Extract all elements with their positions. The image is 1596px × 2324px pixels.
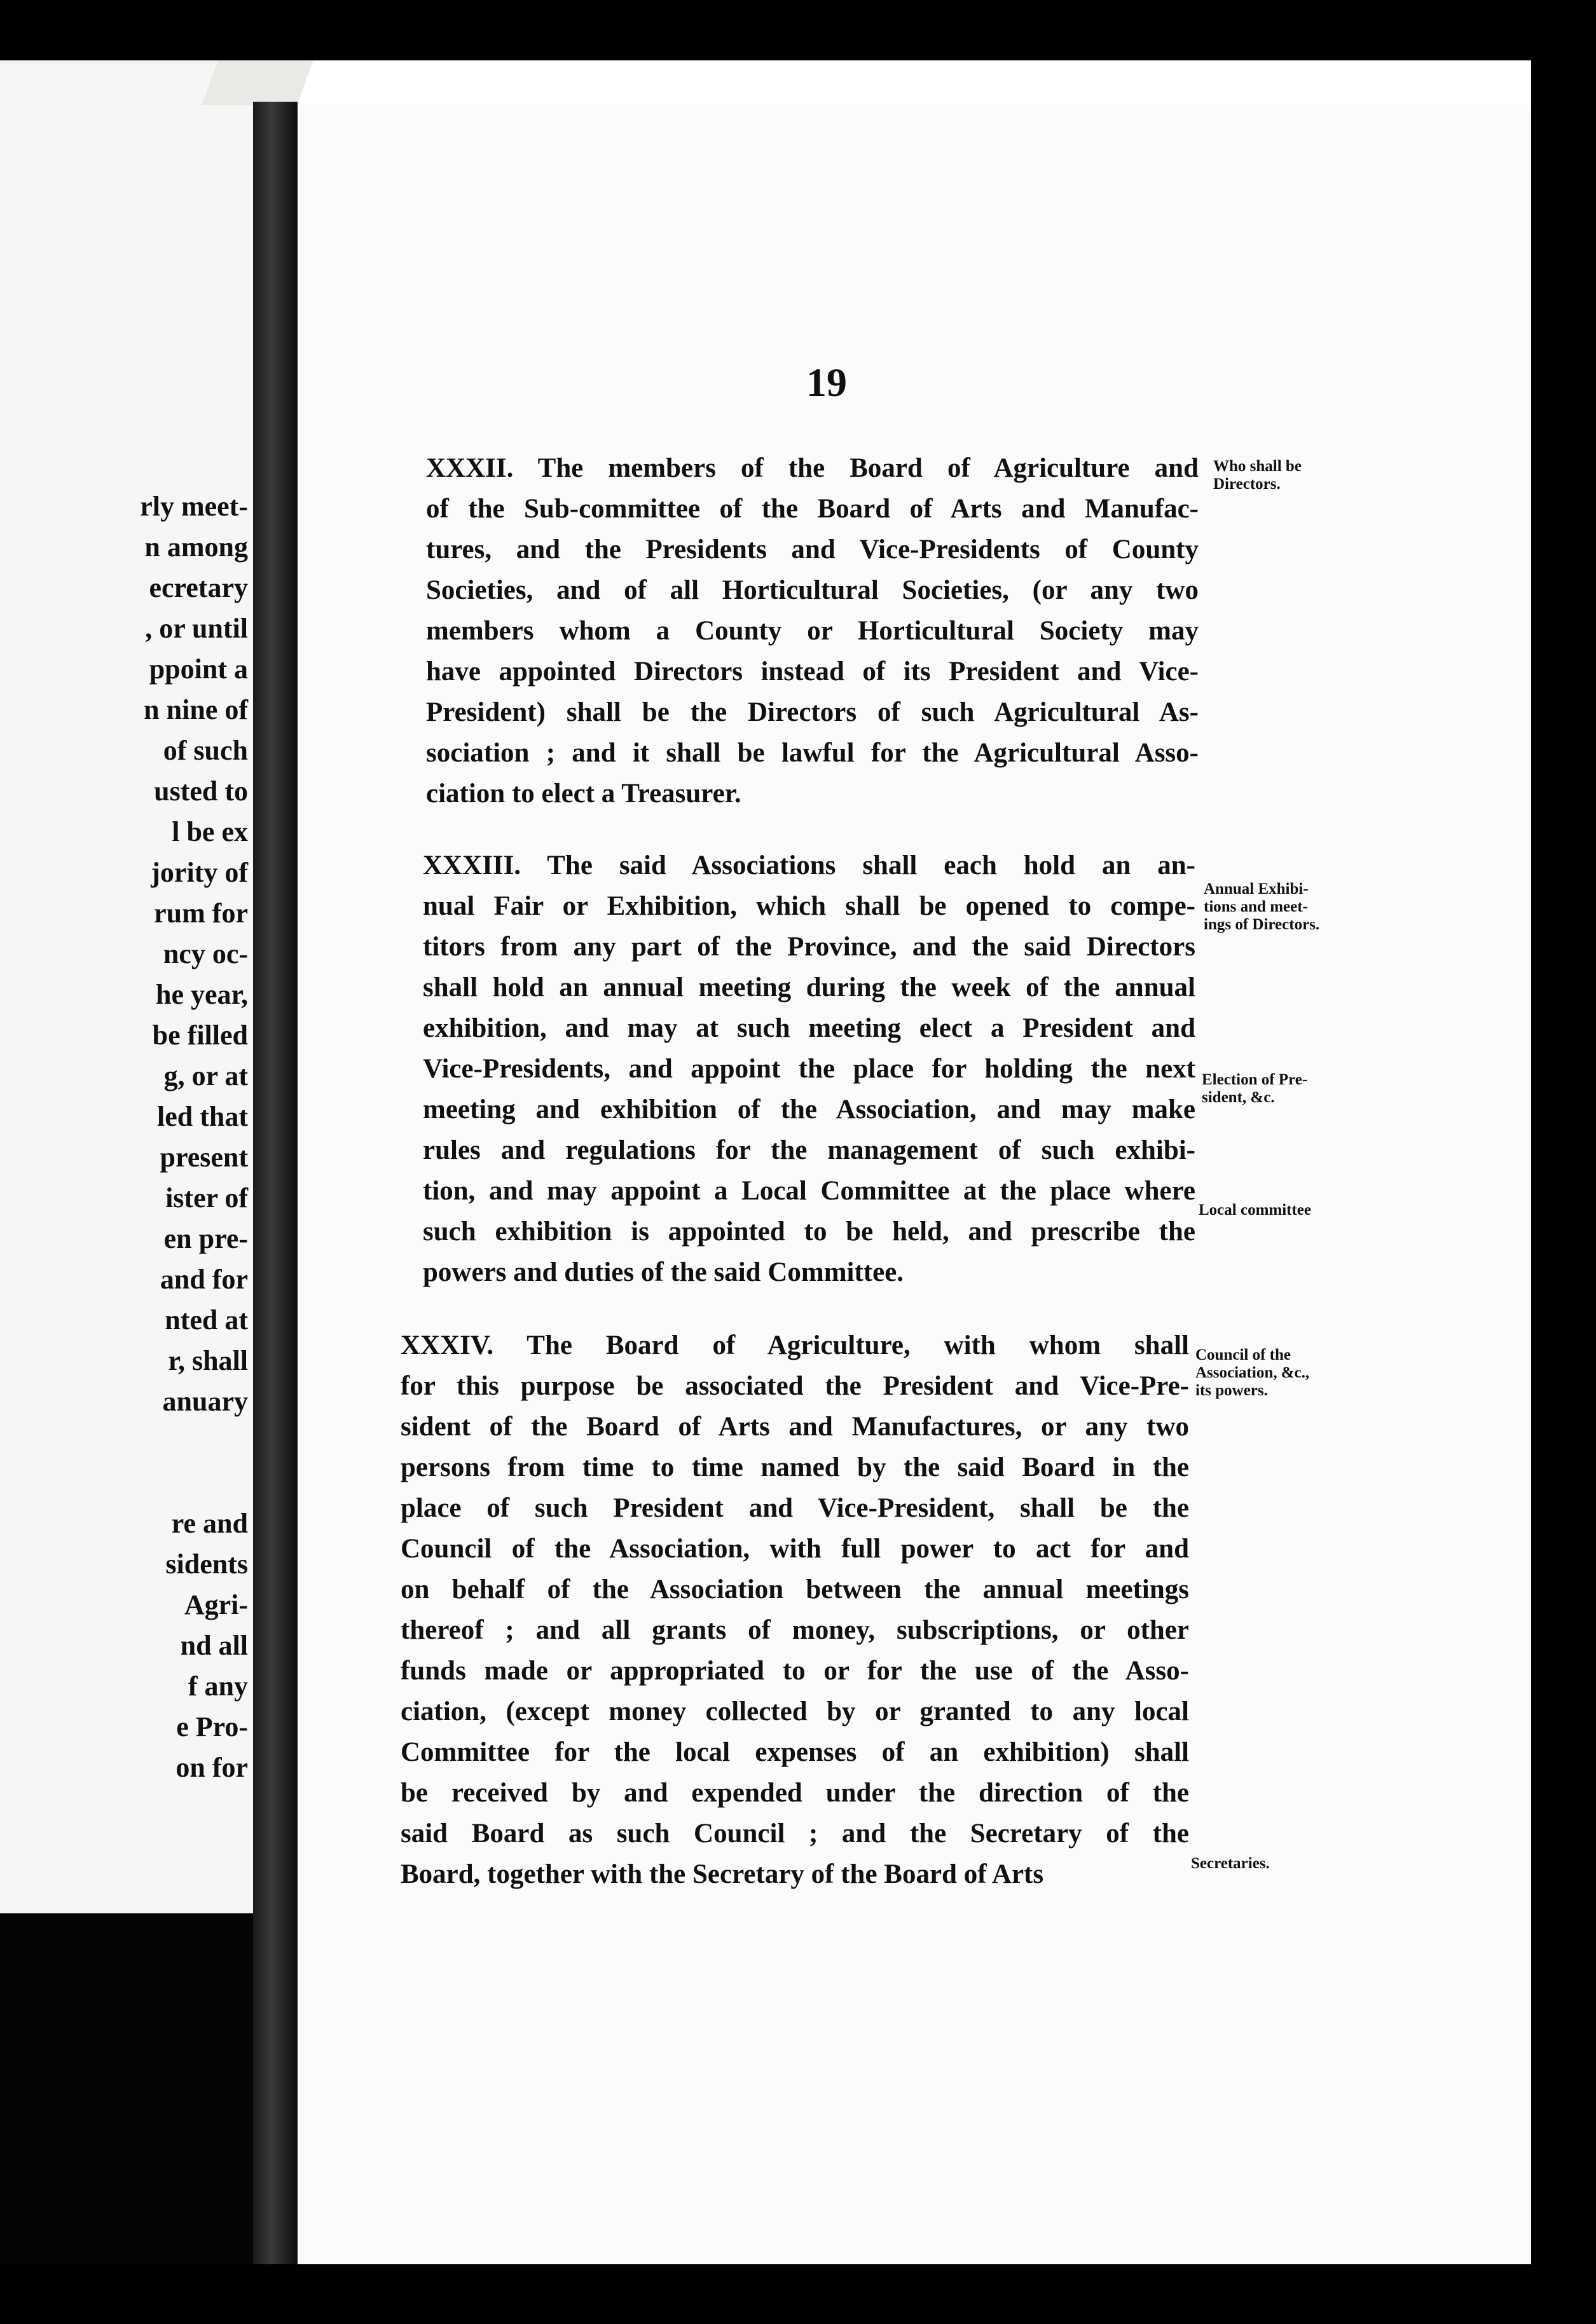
text-line: sident of the Board of Arts and Manufactures, or any two xyxy=(401,1412,1189,1442)
margin-note-local-committee xyxy=(1199,1201,1311,1219)
text-line: exhibition, and may at such meeting elect a President and xyxy=(423,1013,1195,1043)
text-line: shall hold an annual meeting during the week of the annual xyxy=(423,973,1195,1002)
text-line: sociation ; and it shall be lawful for the Agricultural Asso- xyxy=(426,738,1199,768)
left-page-fragment: and for xyxy=(160,1264,248,1295)
text-line: Committee for the local expenses of an exhibition) shall xyxy=(401,1737,1189,1767)
left-page-fragment: sidents xyxy=(165,1548,248,1580)
text-line: funds made or appropriated to or for the use of the Asso- xyxy=(401,1656,1189,1686)
margin-note-secretaries xyxy=(1191,1855,1270,1873)
margin-note-who-shall-be-directors xyxy=(1213,458,1302,493)
text-line: President) shall be the Directors of such Agricultural As- xyxy=(426,697,1199,727)
left-page-fragment: re and xyxy=(171,1508,248,1539)
margin-note-line: Election of Pre- xyxy=(1202,1071,1308,1088)
text-line: Societies, and of all Horticultural Societies, (or any two xyxy=(426,575,1199,605)
left-page-fragment: g, or at xyxy=(163,1060,248,1091)
text-line: XXXIV. The Board of Agriculture, with whom shall xyxy=(401,1330,1189,1360)
margin-note-line: Local committee xyxy=(1199,1201,1312,1219)
text-line: meeting and exhibition of the Association, and may make xyxy=(423,1095,1195,1124)
left-page-fragment: nted at xyxy=(165,1304,248,1336)
text-line: tion, and may appoint a Local Committee at the place where xyxy=(423,1176,1195,1206)
text-line: tures, and the Presidents and Vice-Presidents of County xyxy=(426,535,1199,564)
text-line: for this purpose be associated the President and Vice-Pre- xyxy=(401,1371,1189,1401)
margin-note-line: sident, &c. xyxy=(1202,1089,1275,1106)
text-line: nual Fair or Exhibition, which shall be opened to compe- xyxy=(423,891,1195,921)
margin-note-line: Association, &c., xyxy=(1195,1364,1310,1381)
text-line: Board, together with the Secretary of the Board of Arts xyxy=(401,1859,1044,1889)
left-page-fragment: en pre- xyxy=(163,1223,248,1254)
text-line: XXXIII. The said Associations shall each hold an an- xyxy=(423,851,1195,880)
margin-note-line: tions and meet- xyxy=(1204,898,1308,915)
text-line: Council of the Association, with full power to act for and xyxy=(401,1534,1189,1564)
left-page-fragment: , or until xyxy=(145,613,248,644)
text-line: members whom a County or Horticultural Society may xyxy=(426,616,1199,646)
margin-note-annual-exhibitions xyxy=(1204,880,1319,934)
left-page-fragment: l be ex xyxy=(172,816,248,847)
margin-note-line: Secretaries. xyxy=(1191,1855,1270,1872)
page-curl xyxy=(202,60,313,105)
left-page-fragment: be filled xyxy=(152,1020,248,1051)
left-page-fragment: n among xyxy=(144,531,248,563)
text-line: Vice-Presidents, and appoint the place for holding the next xyxy=(423,1054,1195,1084)
left-page-fragment: Agri- xyxy=(184,1589,248,1620)
margin-note-line: Who shall be xyxy=(1213,458,1302,475)
text-line: of the Sub-committee of the Board of Arts and Manufac- xyxy=(426,494,1199,524)
left-page xyxy=(0,60,254,1913)
left-page-fragment: present xyxy=(160,1142,248,1173)
page-number: 19 xyxy=(806,360,847,405)
text-line: said Board as such Council ; and the Secretary of the xyxy=(401,1819,1189,1849)
margin-note-line: Directors. xyxy=(1213,475,1281,493)
text-line: such exhibition is appointed to be held, and prescribe the xyxy=(423,1217,1195,1247)
left-page-fragment: rly meet- xyxy=(140,491,248,522)
left-page-fragment: f any xyxy=(188,1671,248,1702)
left-page-fragment: r, shall xyxy=(168,1345,248,1376)
left-page-fragment: jority of xyxy=(151,857,248,888)
text-line: ciation to elect a Treasurer. xyxy=(426,779,741,809)
section-xxxiii xyxy=(423,845,1195,1293)
section-xxxii xyxy=(426,448,1199,814)
margin-note-council-of-association xyxy=(1195,1346,1309,1400)
text-line: thereof ; and all grants of money, subscriptions, or other xyxy=(401,1615,1189,1645)
text-line: XXXII. The members of the Board of Agriculture and xyxy=(426,453,1199,483)
left-page-fragment: on for xyxy=(175,1752,248,1783)
text-line: have appointed Directors instead of its President and Vice- xyxy=(426,657,1199,687)
book-spine xyxy=(253,102,298,2264)
scan-border-right xyxy=(1531,0,1596,2324)
left-page-fragment: ecretary xyxy=(149,572,248,603)
text-line: on behalf of the Association between the annual meetings xyxy=(401,1575,1189,1604)
left-page-fragment: he year, xyxy=(155,979,248,1010)
left-page-fragment: n nine of xyxy=(144,694,248,725)
scan-border-bottom xyxy=(0,2264,1596,2324)
left-page-fragment: rum for xyxy=(154,898,248,929)
section-xxxiv xyxy=(401,1325,1189,1895)
left-page-fragment: of such xyxy=(163,735,248,766)
left-page-fragment: led that xyxy=(157,1101,248,1132)
text-line: rules and regulations for the management of such exhibi- xyxy=(423,1135,1195,1165)
left-page-fragment: anuary xyxy=(162,1386,248,1417)
left-page-fragment: ppoint a xyxy=(149,653,248,685)
left-page-fragment: e Pro- xyxy=(176,1711,248,1742)
scan-border-top xyxy=(0,0,1596,60)
text-line: be received by and expended under the direction of the xyxy=(401,1778,1189,1808)
left-page-fragment: ncy oc- xyxy=(163,938,248,969)
left-page-fragment: nd all xyxy=(180,1630,248,1661)
margin-note-line: its powers. xyxy=(1195,1382,1268,1399)
margin-note-line: Council of the xyxy=(1195,1346,1291,1364)
text-line: persons from time to time named by the said Board in the xyxy=(401,1452,1189,1482)
left-page-fragment: ister of xyxy=(165,1182,248,1213)
text-line: place of such President and Vice-President, shall be the xyxy=(401,1493,1189,1523)
text-line: powers and duties of the said Committee. xyxy=(423,1257,904,1287)
text-line: titors from any part of the Province, and the said Directors xyxy=(423,932,1195,962)
margin-note-line: Annual Exhibi- xyxy=(1204,880,1309,898)
left-page-shadow xyxy=(0,1913,253,2264)
left-page-fragment: usted to xyxy=(154,776,248,807)
margin-note-line: ings of Directors. xyxy=(1204,916,1320,933)
text-line: ciation, (except money collected by or granted to any local xyxy=(401,1697,1189,1726)
margin-note-election-of-president xyxy=(1202,1071,1307,1107)
